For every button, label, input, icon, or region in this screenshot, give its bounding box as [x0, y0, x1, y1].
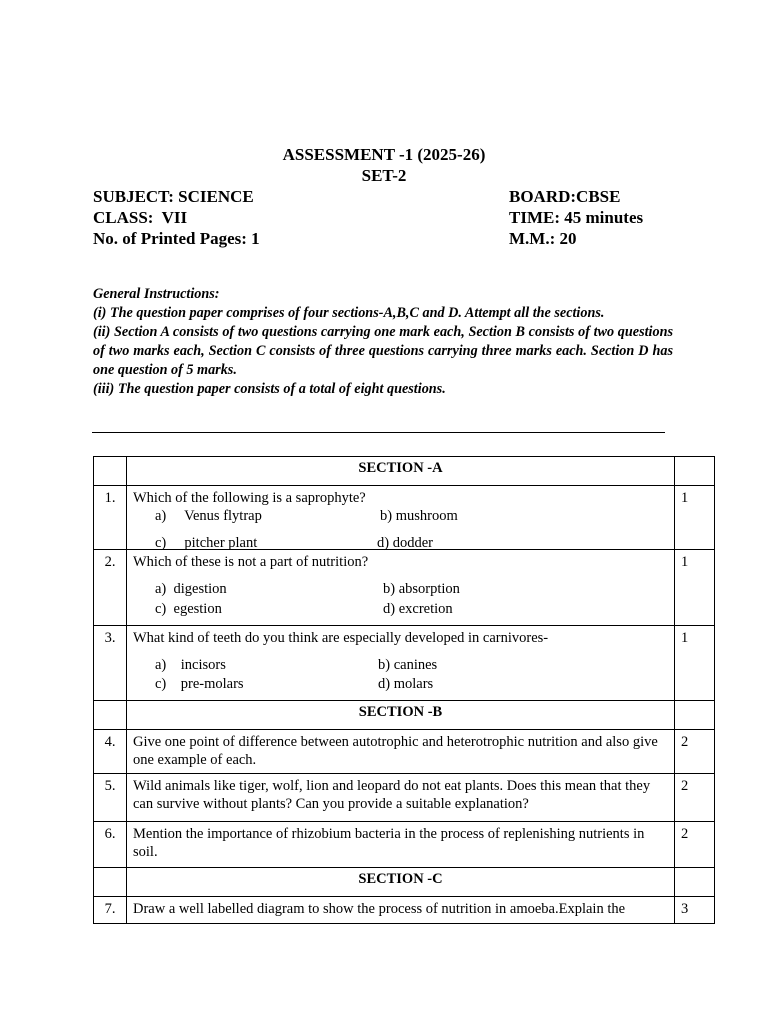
option-c: c) pitcher plant — [155, 535, 258, 551]
question-text: Mention the importance of rhizobium bacteria in the process of replenishing nutrients in soil. — [127, 822, 675, 868]
option-c: c) pre-molars — [155, 676, 244, 692]
general-instructions — [93, 285, 673, 399]
option-b: b) mushroom — [380, 508, 458, 524]
question-marks: 3 — [675, 897, 715, 924]
question-number: 7. — [94, 897, 127, 924]
option-d: d) dodder — [377, 535, 433, 551]
question-number: 6. — [94, 822, 127, 868]
question-marks: 2 — [675, 730, 715, 774]
question-cell — [127, 486, 675, 550]
question-row — [94, 730, 715, 774]
board-label: BOARD:CBSE — [509, 187, 621, 206]
question-marks: 2 — [675, 822, 715, 868]
question-row — [94, 626, 715, 701]
question-marks: 1 — [675, 550, 715, 626]
question-text: Draw a well labelled diagram to show the process of nutrition in amoeba.Explain the — [127, 897, 675, 924]
question-table — [93, 456, 715, 924]
question-text: Which of the following is a saprophyte? — [133, 490, 366, 506]
subject-label: SUBJECT: SCIENCE — [93, 187, 254, 206]
question-number: 1. — [94, 486, 127, 550]
instruction-item: (i) The question paper comprises of four sections-A,B,C and D. Attempt all the sections. — [93, 305, 605, 321]
instructions-heading: General Instructions: — [93, 286, 220, 302]
divider-line — [92, 432, 665, 433]
instruction-item: (ii) Section A consists of two questions carrying one mark each, Section B consists of two questions of two marks each, Section C consists of three questions carrying three marks each. Section D has one question of 5 marks. — [93, 324, 673, 378]
question-marks: 1 — [675, 486, 715, 550]
section-row — [94, 868, 715, 897]
question-row — [94, 897, 715, 924]
option-a: a) Venus flytrap — [155, 508, 262, 524]
question-row — [94, 822, 715, 868]
pages-label: No. of Printed Pages: 1 — [93, 229, 260, 248]
question-cell — [127, 626, 675, 701]
question-cell — [127, 550, 675, 626]
option-b: b) canines — [378, 657, 438, 673]
question-row — [94, 774, 715, 822]
option-a: a) digestion — [155, 581, 227, 597]
section-heading: SECTION -A — [127, 457, 675, 486]
option-b: b) absorption — [383, 581, 460, 597]
question-row — [94, 486, 715, 550]
section-row — [94, 701, 715, 730]
question-row — [94, 550, 715, 626]
time-label: TIME: 45 minutes — [509, 208, 644, 227]
question-number: 4. — [94, 730, 127, 774]
section-heading: SECTION -C — [127, 868, 675, 897]
section-row — [94, 457, 715, 486]
option-d: d) molars — [378, 676, 434, 692]
question-number: 3. — [94, 626, 127, 701]
option-d: d) excretion — [383, 601, 453, 617]
question-text: Give one point of difference between autotrophic and heterotrophic nutrition and also give one example of each. — [127, 730, 675, 774]
option-a: a) incisors — [155, 657, 226, 673]
question-marks: 1 — [675, 626, 715, 701]
marks-label: M.M.: 20 — [509, 229, 577, 248]
question-number: 2. — [94, 550, 127, 626]
instruction-item: (iii) The question paper consists of a total of eight questions. — [93, 381, 446, 397]
question-number: 5. — [94, 774, 127, 822]
section-heading: SECTION -B — [127, 701, 675, 730]
question-text: Wild animals like tiger, wolf, lion and leopard do not eat plants. Does this mean that they can survive without plants? Can you provide a suitable explanation? — [127, 774, 675, 822]
question-marks: 2 — [675, 774, 715, 822]
question-text: Which of these is not a part of nutrition? — [133, 554, 369, 570]
question-text: What kind of teeth do you think are especially developed in carnivores- — [133, 630, 549, 646]
option-c: c) egestion — [155, 601, 222, 617]
paper-title: ASSESSMENT -1 (2025-26) — [282, 145, 486, 164]
set-label: SET-2 — [361, 166, 407, 185]
class-label: CLASS: VII — [93, 208, 188, 227]
